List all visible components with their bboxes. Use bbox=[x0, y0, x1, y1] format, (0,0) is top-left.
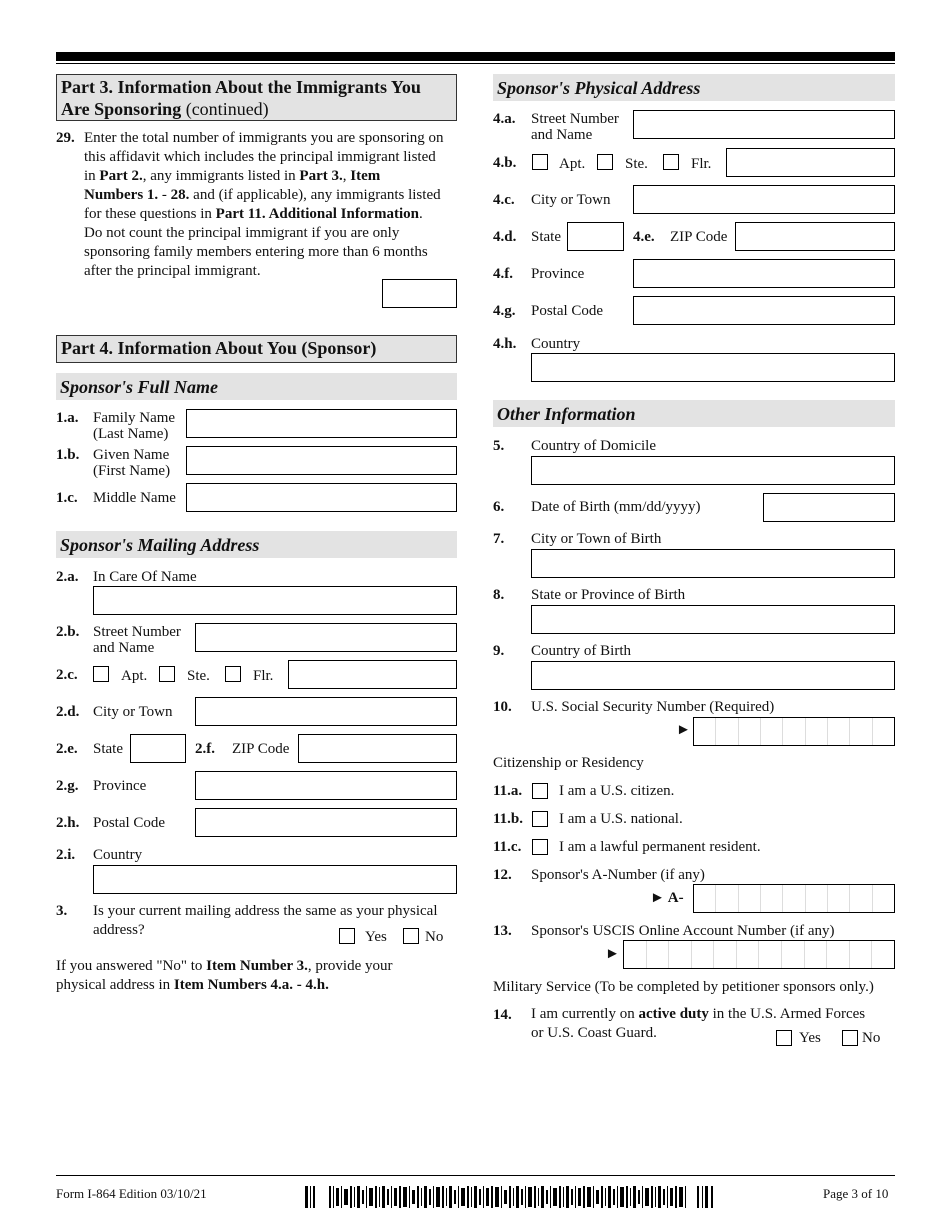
label-line: and Name bbox=[531, 127, 593, 143]
birth-country-input[interactable] bbox=[531, 661, 895, 690]
mail-city-label: City or Town bbox=[93, 704, 173, 720]
phys-flr-checkbox[interactable] bbox=[663, 154, 679, 170]
q11c-number: 11.c. bbox=[493, 839, 522, 855]
q2c-number: 2.c. bbox=[56, 667, 78, 683]
q3-yes-checkbox[interactable] bbox=[339, 928, 355, 944]
mail-state-label: State bbox=[93, 741, 123, 757]
label-line: Family Name bbox=[93, 410, 176, 426]
phys-flr-label: Flr. bbox=[691, 156, 712, 172]
q29-line bbox=[84, 186, 464, 205]
q3-line: address? bbox=[93, 922, 145, 938]
q29-line: sponsoring family members entering more than 6 months bbox=[84, 244, 428, 260]
in-care-of-input[interactable] bbox=[93, 586, 457, 615]
mail-postal-label: Postal Code bbox=[93, 815, 166, 831]
lpr-checkbox[interactable] bbox=[532, 839, 548, 855]
birth-country-label: Country of Birth bbox=[531, 643, 631, 659]
dob-input[interactable] bbox=[763, 493, 895, 522]
label-line: (First Name) bbox=[93, 463, 171, 479]
phys-country-label: Country bbox=[531, 336, 581, 352]
label-line: (Last Name) bbox=[93, 426, 169, 442]
mail-state-input[interactable] bbox=[130, 734, 186, 763]
us-national-label: I am a U.S. national. bbox=[559, 811, 683, 827]
other-info-heading: Other Information bbox=[493, 400, 895, 427]
q2b-number: 2.b. bbox=[56, 624, 80, 640]
family-name-input[interactable] bbox=[186, 409, 457, 438]
phys-province-label: Province bbox=[531, 266, 585, 282]
note-line bbox=[56, 957, 466, 976]
a-number-input[interactable] bbox=[693, 884, 895, 913]
mail-apt-label: Apt. bbox=[121, 668, 148, 684]
label-line: Given Name bbox=[93, 447, 170, 463]
q14-no-checkbox[interactable] bbox=[842, 1030, 858, 1046]
phys-apt-label: Apt. bbox=[559, 156, 586, 172]
a-number-label: Sponsor's A-Number (if any) bbox=[531, 867, 705, 883]
q14-text bbox=[531, 1005, 895, 1043]
q3-number: 3. bbox=[56, 903, 68, 919]
note-ref: Item Numbers 4.a. - 4.h. bbox=[173, 977, 329, 993]
q4a-number: 4.a. bbox=[493, 111, 516, 127]
q29-ref: 28. bbox=[170, 187, 190, 203]
part3-title-continued: (continued) bbox=[185, 99, 269, 119]
dob-label: Date of Birth (mm/dd/yyyy) bbox=[531, 499, 701, 515]
q14-line bbox=[531, 1005, 895, 1024]
military-service-label: Military Service (To be completed by petitioner sponsors only.) bbox=[493, 979, 874, 995]
q14-no-label: No bbox=[862, 1030, 881, 1046]
note-ref: Item Number 3. bbox=[206, 958, 308, 974]
q4f-number: 4.f. bbox=[493, 266, 513, 282]
phys-unit-input[interactable] bbox=[726, 148, 895, 177]
family-name-label bbox=[93, 410, 175, 442]
mail-street-label bbox=[93, 624, 181, 656]
note-text: , provide your bbox=[307, 958, 393, 974]
q4d-number: 4.d. bbox=[493, 229, 517, 245]
mail-flr-label: Flr. bbox=[253, 668, 274, 684]
note-line bbox=[56, 976, 466, 995]
ssn-label: U.S. Social Security Number (Required) bbox=[531, 699, 775, 715]
top-rule bbox=[56, 52, 895, 61]
q29-line bbox=[84, 167, 464, 186]
label-line: and Name bbox=[93, 640, 155, 656]
mail-apt-checkbox[interactable] bbox=[93, 666, 109, 682]
q29-line: this affidavit which includes the principal immigrant listed bbox=[84, 149, 436, 165]
domicile-label: Country of Domicile bbox=[531, 438, 656, 454]
citizenship-label: Citizenship or Residency bbox=[493, 755, 644, 771]
q2h-number: 2.h. bbox=[56, 815, 80, 831]
q1a-number: 1.a. bbox=[56, 410, 79, 426]
phys-state-input[interactable] bbox=[567, 222, 624, 251]
phys-street-input[interactable] bbox=[633, 110, 895, 139]
q2e-number: 2.e. bbox=[56, 741, 78, 757]
form-edition: Form I-864 Edition 03/10/21 bbox=[56, 1186, 207, 1201]
q3-no-label: No bbox=[425, 929, 444, 945]
mail-ste-label: Ste. bbox=[187, 668, 210, 684]
phys-ste-checkbox[interactable] bbox=[597, 154, 613, 170]
full-name-heading: Sponsor's Full Name bbox=[56, 373, 457, 400]
q2d-number: 2.d. bbox=[56, 704, 80, 720]
q29-line: Do not count the principal immigrant if you are only bbox=[84, 225, 400, 241]
phys-zip-input[interactable] bbox=[735, 222, 895, 251]
q5-number: 5. bbox=[493, 438, 505, 454]
q3-no-checkbox[interactable] bbox=[403, 928, 419, 944]
q4b-number: 4.b. bbox=[493, 155, 517, 171]
q29-line: Enter the total number of immigrants you are sponsoring on bbox=[84, 130, 444, 146]
q29-text-span: , bbox=[342, 168, 351, 184]
q29-line: after the principal immigrant. bbox=[84, 263, 261, 279]
birth-state-label: State or Province of Birth bbox=[531, 587, 686, 603]
q29-number: 29. bbox=[56, 130, 75, 146]
q4e-number: 4.e. bbox=[633, 229, 655, 245]
mail-country-label: Country bbox=[93, 847, 143, 863]
uscis-account-label: Sponsor's USCIS Online Account Number (if any) bbox=[531, 923, 835, 939]
q14-text-span: I am currently on bbox=[531, 1006, 639, 1022]
q6-number: 6. bbox=[493, 499, 505, 515]
q29-line bbox=[84, 205, 464, 224]
birth-state-input[interactable] bbox=[531, 605, 895, 634]
q29-count-input[interactable] bbox=[382, 279, 457, 308]
q14-yes-label: Yes bbox=[799, 1030, 821, 1046]
mail-country-input[interactable] bbox=[93, 865, 457, 894]
middle-name-input[interactable] bbox=[186, 483, 457, 512]
q4g-number: 4.g. bbox=[493, 303, 516, 319]
q29-ref: Part 3. bbox=[299, 168, 343, 184]
q3-line: Is your current mailing address the same as your physical bbox=[93, 903, 438, 919]
q14-number: 14. bbox=[493, 1007, 512, 1023]
q9-number: 9. bbox=[493, 643, 505, 659]
q3-yes-label: Yes bbox=[365, 929, 387, 945]
page-number: Page 3 of 10 bbox=[823, 1186, 889, 1201]
phys-postal-input[interactable] bbox=[633, 296, 895, 325]
domicile-input[interactable] bbox=[531, 456, 895, 485]
q12-number: 12. bbox=[493, 867, 512, 883]
phys-apt-checkbox[interactable] bbox=[532, 154, 548, 170]
phys-country-input[interactable] bbox=[531, 353, 895, 382]
mail-city-input[interactable] bbox=[195, 697, 457, 726]
q29-text-span: , any immigrants listed in bbox=[142, 168, 300, 184]
middle-name-label: Middle Name bbox=[93, 490, 176, 506]
mail-flr-checkbox[interactable] bbox=[225, 666, 241, 682]
lpr-label: I am a lawful permanent resident. bbox=[559, 839, 761, 855]
q2g-number: 2.g. bbox=[56, 778, 79, 794]
q14-text-span: in the U.S. Armed Forces bbox=[708, 1006, 866, 1022]
physical-address-note bbox=[56, 957, 466, 995]
ssn-arrow-icon: ► bbox=[676, 722, 691, 738]
q8-number: 8. bbox=[493, 587, 505, 603]
q7-number: 7. bbox=[493, 531, 505, 547]
phys-postal-label: Postal Code bbox=[531, 303, 604, 319]
q2a-number: 2.a. bbox=[56, 569, 79, 585]
q14-yes-checkbox[interactable] bbox=[776, 1030, 792, 1046]
mail-ste-checkbox[interactable] bbox=[159, 666, 175, 682]
birth-city-label: City or Town of Birth bbox=[531, 531, 662, 547]
mail-zip-label: ZIP Code bbox=[232, 741, 290, 757]
q29-ref: Item bbox=[350, 168, 381, 184]
note-text: physical address in bbox=[56, 977, 174, 993]
barcode-icon bbox=[305, 1186, 715, 1208]
mailing-address-heading: Sponsor's Mailing Address bbox=[56, 531, 457, 558]
q11b-number: 11.b. bbox=[493, 811, 524, 827]
q29-text-span: and (if applicable), any immigrants listed bbox=[189, 187, 441, 203]
q29-ref: Part 11. Additional Information bbox=[215, 206, 420, 222]
phys-state-label: State bbox=[531, 229, 561, 245]
phys-street-label bbox=[531, 111, 619, 143]
phys-city-input[interactable] bbox=[633, 185, 895, 214]
q1c-number: 1.c. bbox=[56, 490, 78, 506]
birth-city-input[interactable] bbox=[531, 549, 895, 578]
q29-text-span: . bbox=[419, 206, 423, 222]
mail-postal-input[interactable] bbox=[195, 808, 457, 837]
part4-heading: Part 4. Information About You (Sponsor) bbox=[56, 335, 457, 363]
mail-province-label: Province bbox=[93, 778, 147, 794]
us-national-checkbox[interactable] bbox=[532, 811, 548, 827]
footer-rule bbox=[56, 1175, 895, 1176]
top-thin-rule bbox=[56, 63, 895, 64]
uscis-account-input[interactable] bbox=[623, 940, 895, 969]
mail-province-input[interactable] bbox=[195, 771, 457, 800]
given-name-input[interactable] bbox=[186, 446, 457, 475]
q29-ref: Part 2. bbox=[99, 168, 143, 184]
q14-line: or U.S. Coast Guard. bbox=[531, 1025, 657, 1041]
part3-heading bbox=[56, 74, 457, 121]
mail-zip-input[interactable] bbox=[298, 734, 457, 763]
us-citizen-checkbox[interactable] bbox=[532, 783, 548, 799]
q4c-number: 4.c. bbox=[493, 192, 515, 208]
label-line: Street Number bbox=[531, 111, 619, 127]
q14-emphasis: active duty bbox=[638, 1006, 709, 1022]
us-citizen-label: I am a U.S. citizen. bbox=[559, 783, 675, 799]
given-name-label bbox=[93, 447, 170, 479]
a-number-prefix: ► A- bbox=[650, 890, 684, 906]
q4h-number: 4.h. bbox=[493, 336, 517, 352]
q29-text-span: - bbox=[158, 187, 171, 203]
q13-number: 13. bbox=[493, 923, 512, 939]
physical-address-heading: Sponsor's Physical Address bbox=[493, 74, 895, 101]
in-care-of-label: In Care Of Name bbox=[93, 569, 197, 585]
q1b-number: 1.b. bbox=[56, 447, 80, 463]
q29-ref: Numbers 1. bbox=[84, 187, 159, 203]
phys-province-input[interactable] bbox=[633, 259, 895, 288]
phys-ste-label: Ste. bbox=[625, 156, 648, 172]
phys-city-label: City or Town bbox=[531, 192, 611, 208]
ssn-input[interactable] bbox=[693, 717, 895, 746]
q29-text-span: for these questions in bbox=[84, 206, 216, 222]
label-line: Street Number bbox=[93, 624, 181, 640]
mail-unit-input[interactable] bbox=[288, 660, 457, 689]
q2i-number: 2.i. bbox=[56, 847, 76, 863]
part3-title: Part 3. Information About the Immigrants You Are Sponsoring bbox=[61, 77, 421, 119]
q29-text-span: in bbox=[84, 168, 100, 184]
mail-street-input[interactable] bbox=[195, 623, 457, 652]
q2f-number: 2.f. bbox=[195, 741, 215, 757]
q10-number: 10. bbox=[493, 699, 512, 715]
q29-text bbox=[84, 129, 464, 281]
uscis-arrow-icon: ► bbox=[605, 946, 620, 962]
q11a-number: 11.a. bbox=[493, 783, 523, 799]
note-text: If you answered "No" to bbox=[56, 958, 207, 974]
phys-zip-label: ZIP Code bbox=[670, 229, 728, 245]
